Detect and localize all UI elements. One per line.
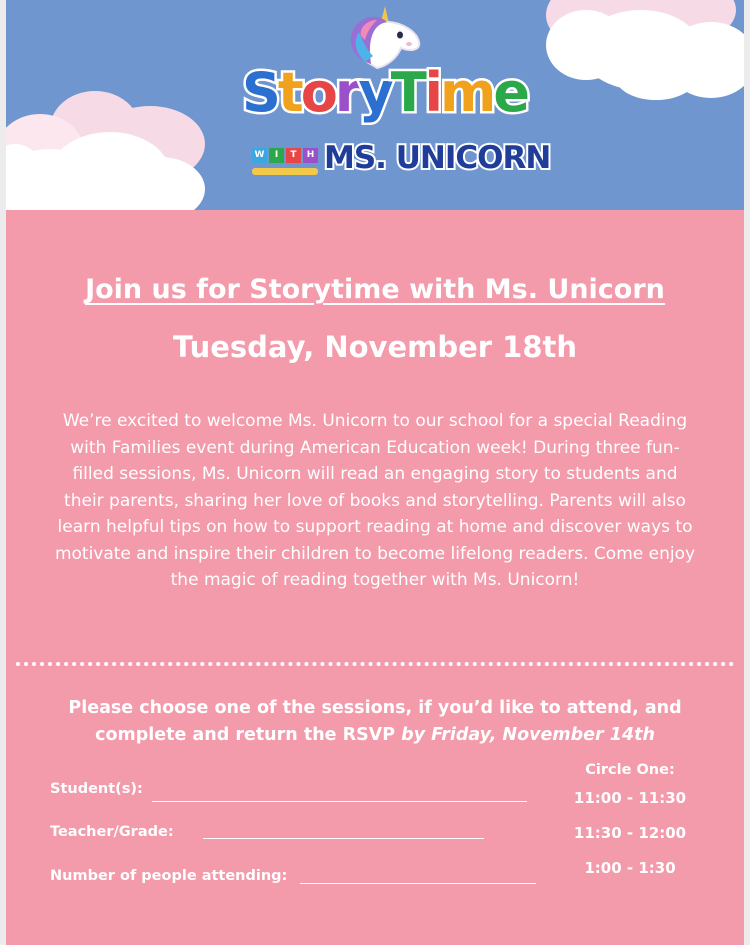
highlight-stroke bbox=[252, 168, 318, 175]
event-title: Join us for Storytime with Ms. Unicorn bbox=[85, 274, 665, 305]
session-time-1[interactable]: 11:00 - 11:30 bbox=[573, 789, 687, 807]
attendees-label: Number of people attending: bbox=[50, 868, 288, 884]
teacher-grade-label: Teacher/Grade: bbox=[50, 824, 174, 840]
page-edge-left bbox=[0, 0, 6, 945]
logo-with-letter: H bbox=[303, 148, 318, 163]
logo-title bbox=[242, 58, 527, 128]
logo-title-letter: T bbox=[390, 61, 425, 124]
student-field[interactable] bbox=[152, 801, 527, 802]
rsvp-text: Please choose one of the sessions, if you’d like to attend, and complete and return the RSVP bbox=[68, 698, 682, 745]
logo-title-letter: t bbox=[277, 61, 301, 124]
logo-with-letter: I bbox=[269, 148, 284, 163]
rsvp-instructions bbox=[30, 695, 720, 749]
logo-title-letter: y bbox=[358, 61, 391, 124]
logo-title-letter: S bbox=[242, 61, 278, 124]
event-description: We’re excited to welcome Ms. Unicorn to our school for a special Reading with Families event during American Education week! During three fun-filled sessions, Ms. Unicorn will read an engaging story to students and their parents, sharing her love of books and storytelling. Parents will also learn helpful tips on how to support reading at home and discover ways to motivate and inspire their children to become lifelong readers. Come enjoy the magic of reading together with Ms. Unicorn! bbox=[54, 411, 696, 590]
logo-ms-unicorn: MS. UNICORN bbox=[324, 140, 551, 176]
storytime-logo bbox=[242, 0, 551, 190]
session-time-2[interactable]: 11:30 - 12:00 bbox=[573, 824, 687, 842]
rsvp-deadline: by Friday, November 14th bbox=[401, 725, 655, 745]
logo-title-letter: e bbox=[493, 61, 527, 124]
cloud-right-icon bbox=[536, 0, 744, 110]
logo-subtitle bbox=[242, 140, 551, 186]
circle-one-heading: Circle One: bbox=[585, 762, 675, 778]
logo-title-letter: o bbox=[300, 61, 335, 124]
teacher-grade-field[interactable] bbox=[203, 838, 484, 839]
session-time-3[interactable]: 1:00 - 1:30 bbox=[584, 859, 676, 877]
logo-with-letter: T bbox=[286, 148, 301, 163]
page-edge-right bbox=[744, 0, 750, 945]
event-date: Tuesday, November 18th bbox=[172, 330, 578, 364]
logo-title-letter: m bbox=[440, 61, 494, 124]
header-banner bbox=[6, 0, 744, 210]
dotted-divider bbox=[16, 662, 734, 666]
student-label: Student(s): bbox=[50, 781, 143, 797]
attendees-field[interactable] bbox=[300, 883, 536, 884]
logo-title-letter: i bbox=[424, 61, 441, 124]
logo-with-letter: W bbox=[252, 148, 267, 163]
logo-title-letter: r bbox=[334, 61, 359, 124]
cloud-left-icon bbox=[6, 84, 220, 210]
